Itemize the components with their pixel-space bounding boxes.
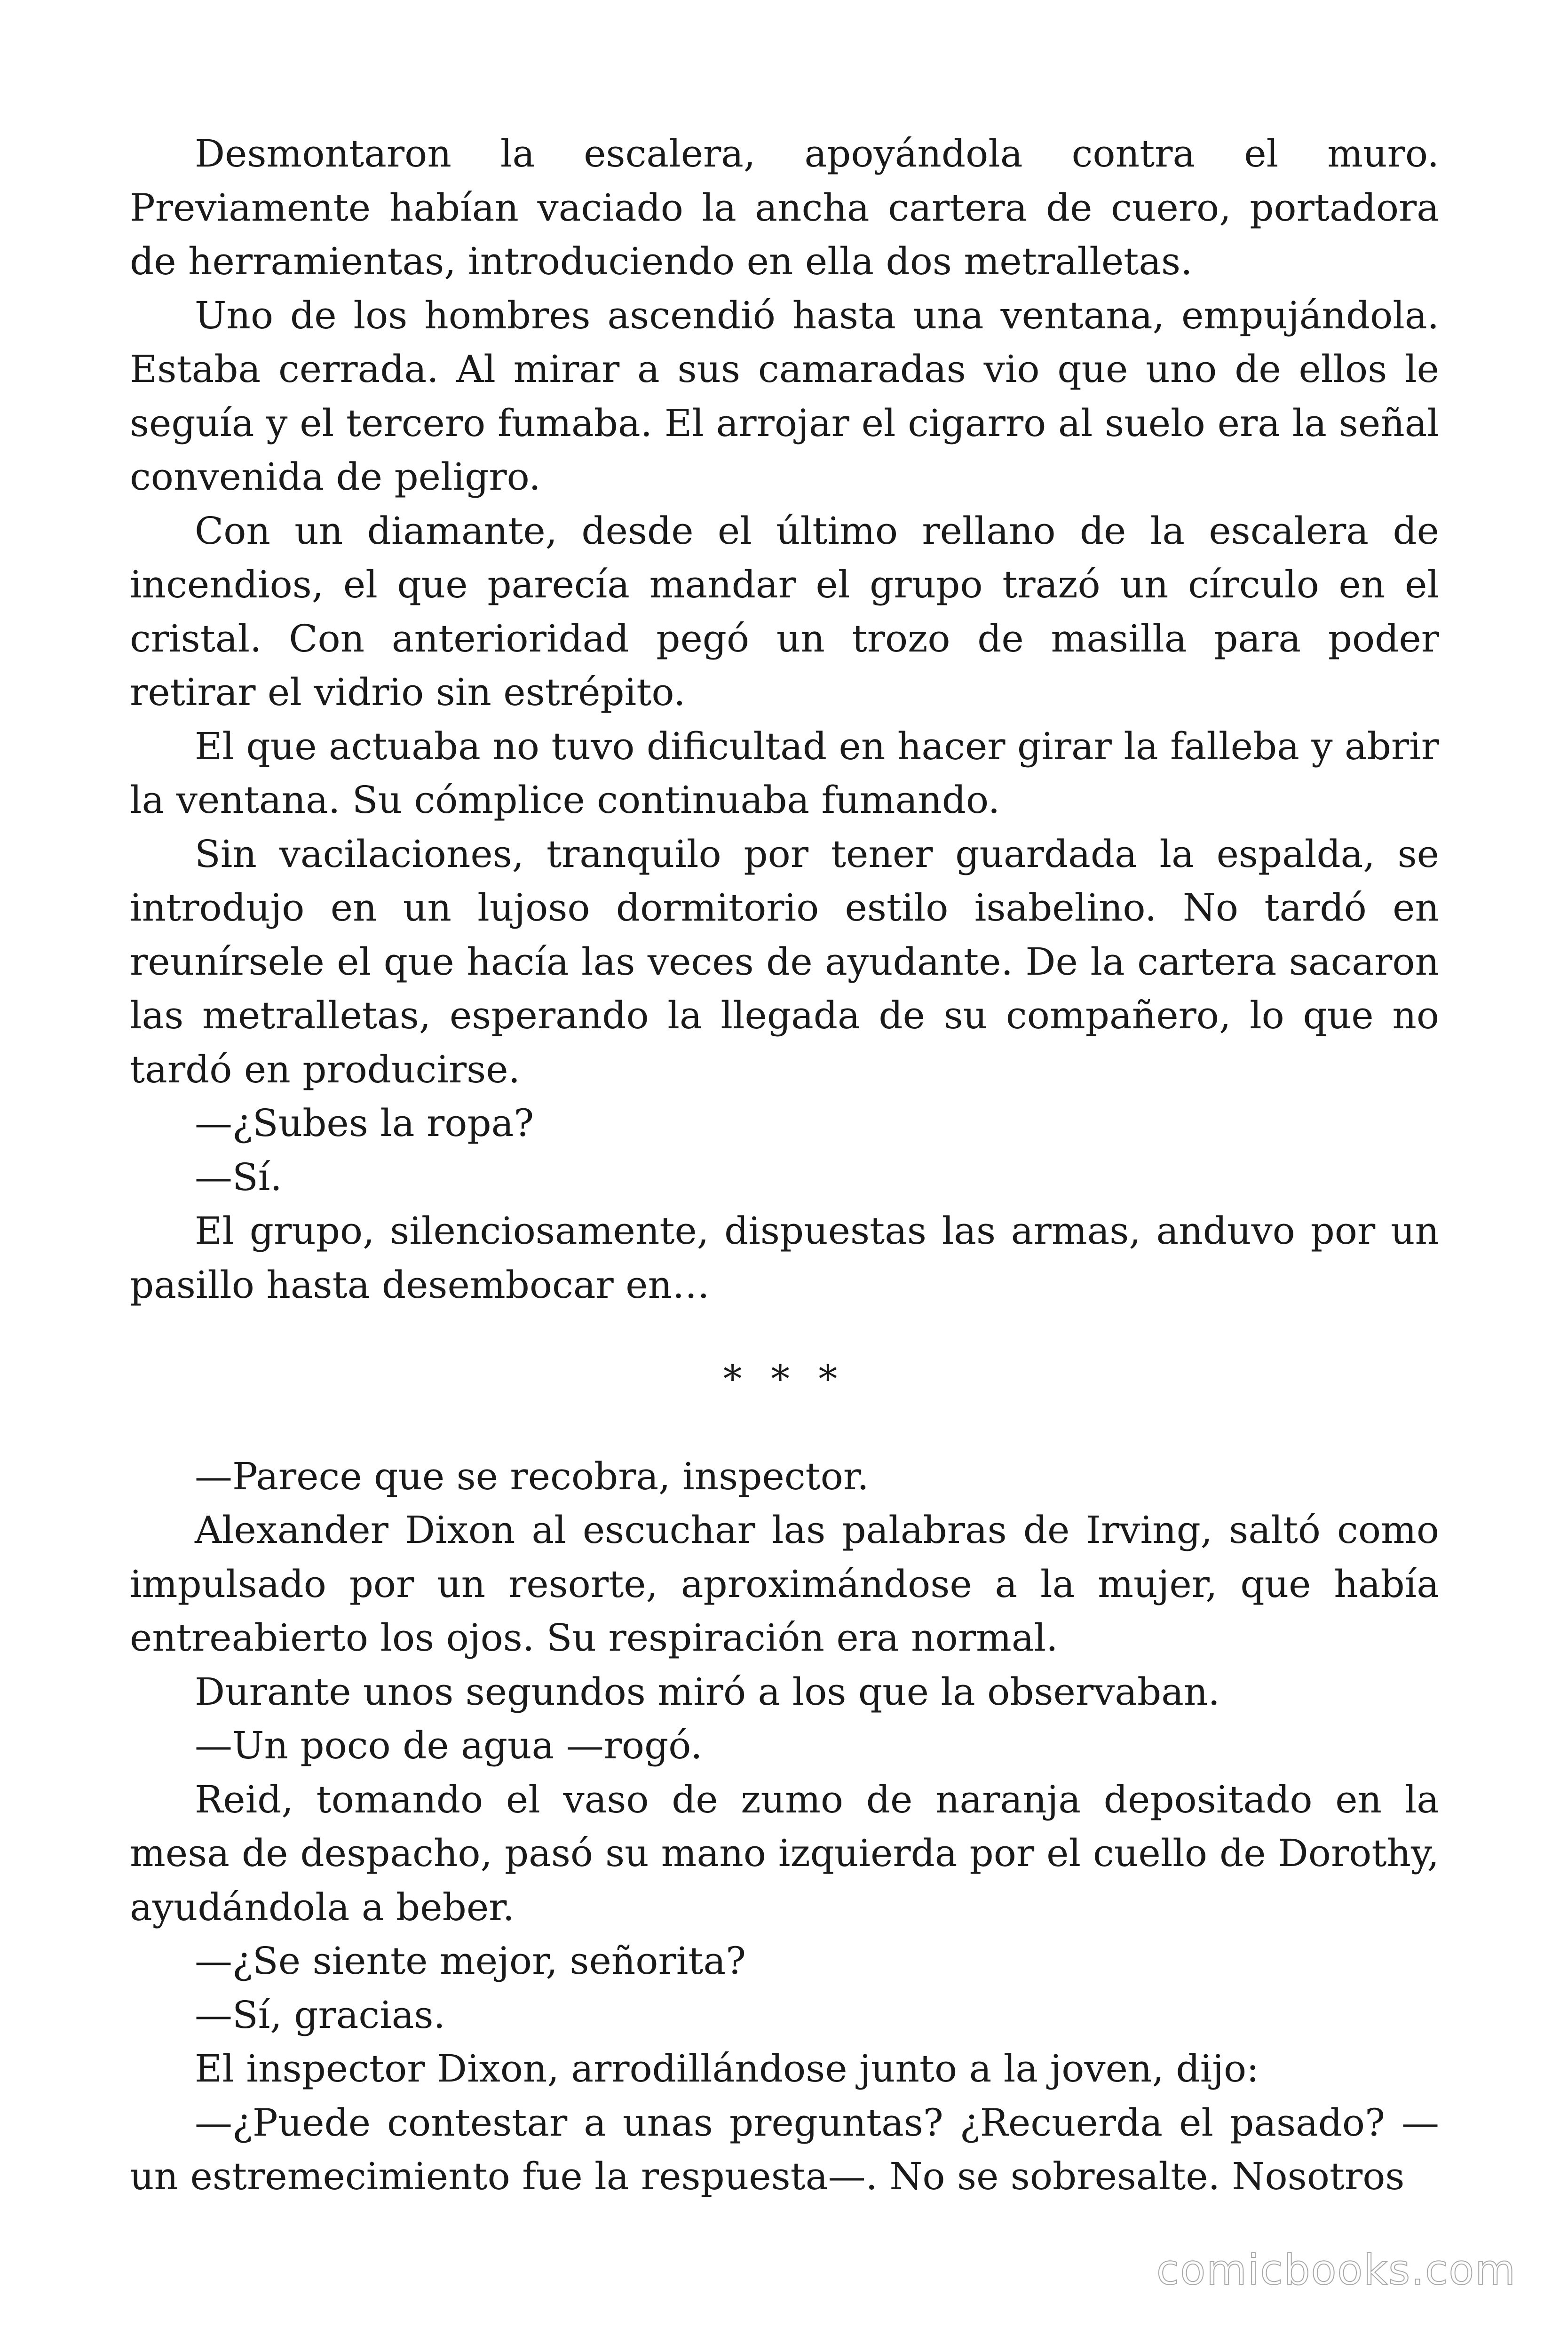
paragraph: Sin vacilaciones, tranquilo por tener guardada la espalda, se introdujo en un lujoso dormitorio estilo isabelino. No tardó en reunírsele el que hacía las veces de ayudante. De la cartera sacaron las metralletas, esperando la llegada de su compañero, lo que no tardó en producirse. [130,832,1439,1091]
paragraph: Con un diamante, desde el último rellano de la escalera de incendios, el que parecía mandar el grupo trazó un círculo en el cristal. Con anterioridad pegó un trozo de masilla para poder retirar el vidrio sin estrépito. [130,509,1439,714]
watermark: comicbooks.com [1156,2246,1516,2294]
page-body [130,127,1439,2204]
dialogue-line: —¿Puede contestar a unas preguntas? ¿Recuerda el pasado? —un estremecimiento fue la respuesta—. No se sobresalte. Nosotros [130,2100,1439,2198]
dialogue-line: —Un poco de agua —rogó. [195,1724,703,1767]
paragraph: Reid, tomando el vaso de zumo de naranja depositado en la mesa de despacho, pasó su mano izquierda por el cuello de Dorothy, ayudándola a beber. [130,1777,1439,1929]
paragraph: Durante unos segundos miró a los que la observaban. [195,1669,1220,1714]
paragraph: Desmontaron la escalera, apoyándola contra el muro. Previamente habían vaciado la ancha cartera de cuero, portadora de herramientas, introduciendo en ella dos metralletas. [130,132,1439,283]
dialogue-line: —¿Subes la ropa? [195,1101,534,1145]
dialogue-line: —Sí. [195,1155,282,1199]
paragraph: El grupo, silenciosamente, dispuestas las armas, anduvo por un pasillo hasta desembocar en… [130,1209,1439,1307]
dialogue-line: —¿Se siente mejor, señorita? [195,1939,746,1983]
dialogue-line: —Parece que se recobra, inspector. [195,1454,869,1498]
paragraph: Alexander Dixon al escuchar las palabras de Irving, saltó como impulsado por un resorte, aproximándose a la mujer, que había entreabierto los ojos. Su respiración era normal. [130,1508,1439,1660]
paragraph: El inspector Dixon, arrodillándose junto a la joven, dijo: [195,2047,1259,2090]
paragraph: El que actuaba no tuvo dificultad en hacer girar la falleba y abrir la ventana. Su cómplice continuaba fumando. [130,724,1439,822]
scene-break: * * * [723,1357,846,1401]
dialogue-line: —Sí, gracias. [195,1993,445,2037]
paragraph: Uno de los hombres ascendió hasta una ventana, empujándola. Estaba cerrada. Al mirar a sus camaradas vio que uno de ellos le seguía y el tercero fumaba. El arrojar el cigarro al suelo era la señal convenida de peligro. [130,293,1439,499]
